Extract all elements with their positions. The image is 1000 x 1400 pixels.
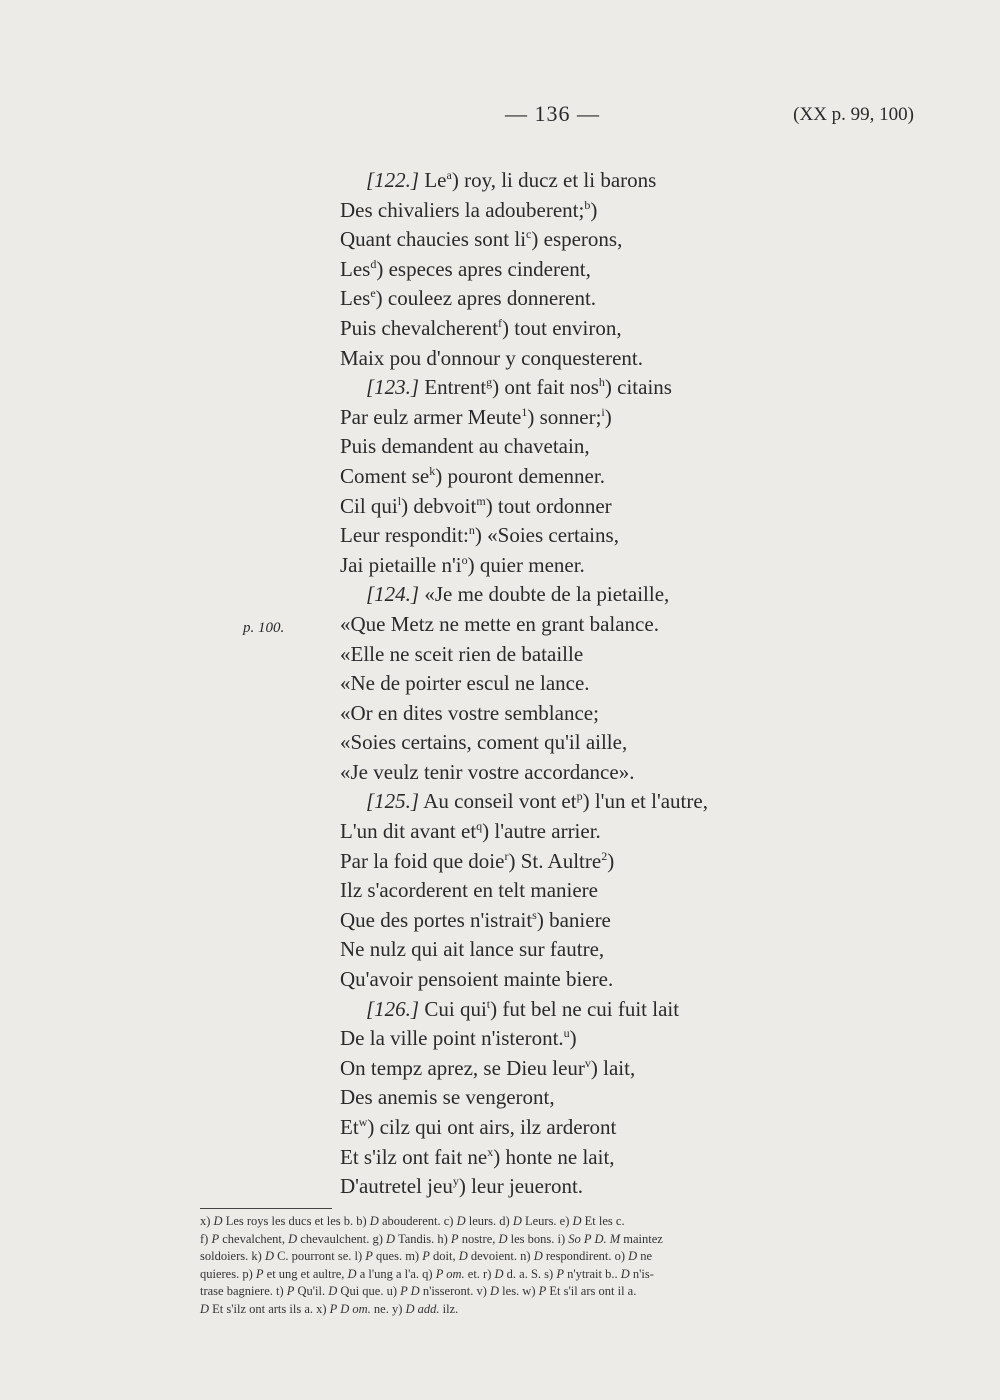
stanza-number: [124.] <box>366 582 420 607</box>
verse-line <box>340 551 708 581</box>
verse-line <box>340 314 708 344</box>
verse-line <box>340 728 708 758</box>
verse-text: Puis chevalcherent$^f$) tout environ, <box>340 315 622 340</box>
footnote-line: quieres. p) P et ung et aultre, D a l'ung a l'a. q) P om. et. r) D d. a. S. s) P n'ytrait b.. D n'is- <box>200 1266 654 1281</box>
verse-line <box>340 284 708 314</box>
verse-text: Au conseil vont $et^p$) l'un et l'autre, <box>423 789 708 814</box>
footnote-line: trase bagniere. t) P Qu'il. D Qui que. u) P D n'isseront. v) D les. w) P Et s'il ars ont il a. <box>200 1284 637 1298</box>
verse-line <box>340 166 708 196</box>
poem-body <box>340 166 708 1202</box>
verse-line <box>340 432 708 462</box>
footnote-line: f) P chevalchent, D chevaulchent. g) D Tandis. h) P nostre, D les bons. i) So P D. M maintez <box>200 1231 663 1246</box>
verse-text: «Que Metz ne mette en grant balance. <box>340 611 659 636</box>
verse-line <box>340 906 708 936</box>
verse-text: Que des portes n'istrait$^s$) baniere <box>340 907 611 932</box>
margin-page-note: p. 100. <box>243 620 285 636</box>
verse-line <box>340 255 708 285</box>
verse-text: Puis demandent au chavetain, <box>340 434 590 459</box>
verse-text: D'autretel jeu$^y$) leur jeueront. <box>340 1174 584 1199</box>
verse-text: Ilz s'acorderent en telt maniere <box>340 878 598 903</box>
verse-text: Quant chaucies sont $li^c$) esperons, <box>340 227 623 252</box>
page-number: — 136 — <box>505 101 600 126</box>
verse-line <box>340 610 708 640</box>
footnotes <box>200 1213 938 1318</box>
verse-line <box>340 640 708 670</box>
verse-text: Cui qui$^t$) fut bel ne cui fuit lait <box>424 996 680 1021</box>
verse-line <box>340 225 708 255</box>
verse-line <box>340 373 708 403</box>
verse-text: «Soies certains, coment qu'il aille, <box>340 730 628 755</box>
verse-text: On tempz aprez, se Dieu leur$^v$) lait, <box>340 1055 636 1080</box>
verse-line <box>340 876 708 906</box>
verse-text: «Je me doubte de la pietaille, <box>424 582 670 607</box>
verse-text: Et$^w$) cilz qui ont airs, ilz arderont <box>340 1115 617 1139</box>
verse-line <box>340 1172 708 1202</box>
verse-text: Le$^a$) roy, li ducz et li barons <box>424 168 657 192</box>
page-reference: (XX p. 99, 100) <box>793 104 914 125</box>
verse-text: Jai pietaille $n'i^o$) quier mener. <box>340 552 585 577</box>
verse-text: Coment $se^k$) pouront demenner. <box>340 463 605 488</box>
stanza-number: [122.] <box>366 168 420 192</box>
verse-line <box>340 965 708 995</box>
verse-text: L'un dit avant $et^q$) l'autre arrier. <box>340 819 601 844</box>
verse-line <box>340 521 708 551</box>
verse-line <box>340 580 708 610</box>
verse-text: Par la foid que doie$^r$) St. Aultre$^2$) <box>340 848 615 873</box>
verse-text: Et s'ilz ont fait $ne^x$) honte ne lait, <box>340 1144 615 1169</box>
verse-line <box>340 995 708 1025</box>
verse-text: Entrent$^g$) ont fait nos$^h$) citains <box>424 375 672 400</box>
verse-text: Les$^d$) especes apres cinderent, <box>340 256 591 281</box>
verse-line <box>340 344 708 374</box>
verse-line <box>340 403 708 433</box>
footnote-line: x) D Les roys les ducs et les b. b) D abouderent. c) D leurs. d) D Leurs. e) D Et les c. <box>200 1214 625 1228</box>
verse-text: Par eulz armer Meute$^1$) sonner;$^i$) <box>340 404 612 429</box>
verse-text: «Elle ne sceit rien de bataille <box>340 641 584 666</box>
verse-line <box>340 1143 708 1173</box>
verse-line <box>340 462 708 492</box>
footnote-line: soldoiers. k) D C. pourront se. l) P ques. m) P doit, D devoient. n) D respondirent. o) D ne <box>200 1249 653 1263</box>
verse-line <box>340 817 708 847</box>
stanza-number: [125.] <box>366 789 420 814</box>
stanza-number: [123.] <box>366 375 420 400</box>
verse-line <box>340 935 708 965</box>
verse-text: «Je veulz tenir vostre accordance». <box>340 759 635 784</box>
verse-text: Les$^e$) couleez apres donnerent. <box>340 286 597 311</box>
verse-line <box>340 1054 708 1084</box>
verse-line <box>340 758 708 788</box>
verse-line <box>340 699 708 729</box>
verse-line <box>340 1113 708 1143</box>
verse-text: Des anemis se vengeront, <box>340 1085 555 1110</box>
verse-line <box>340 492 708 522</box>
verse-text: Maix pou d'onnour y conquesterent. <box>340 345 643 370</box>
verse-line <box>340 196 708 226</box>
verse-line <box>340 1024 708 1054</box>
verse-text: Des chivaliers la adouberent;$^b$) <box>340 197 598 222</box>
verse-text: Qu'avoir pensoient mainte biere. <box>340 967 614 992</box>
verse-line <box>340 669 708 699</box>
verse-text: Cil qui$^l$) debvoit$^m$) tout ordonner <box>340 493 612 518</box>
verse-text: De la ville point n'isteront.$^u$) <box>340 1026 577 1051</box>
verse-line <box>340 847 708 877</box>
stanza-number: [126.] <box>366 996 420 1021</box>
footnote-line: D Et s'ilz ont arts ils a. x) P D om. ne. y) D add. ilz. <box>200 1301 459 1316</box>
verse-line <box>340 787 708 817</box>
verse-text: Ne nulz qui ait lance sur fautre, <box>340 937 605 962</box>
verse-line <box>340 1083 708 1113</box>
footnote-divider <box>200 1208 332 1209</box>
verse-text: Leur respondit:$^n$) «Soies certains, <box>340 523 619 548</box>
verse-text: «Or en dites vostre semblance; <box>340 700 599 725</box>
verse-text: «Ne de poirter escul ne lance. <box>340 671 590 696</box>
